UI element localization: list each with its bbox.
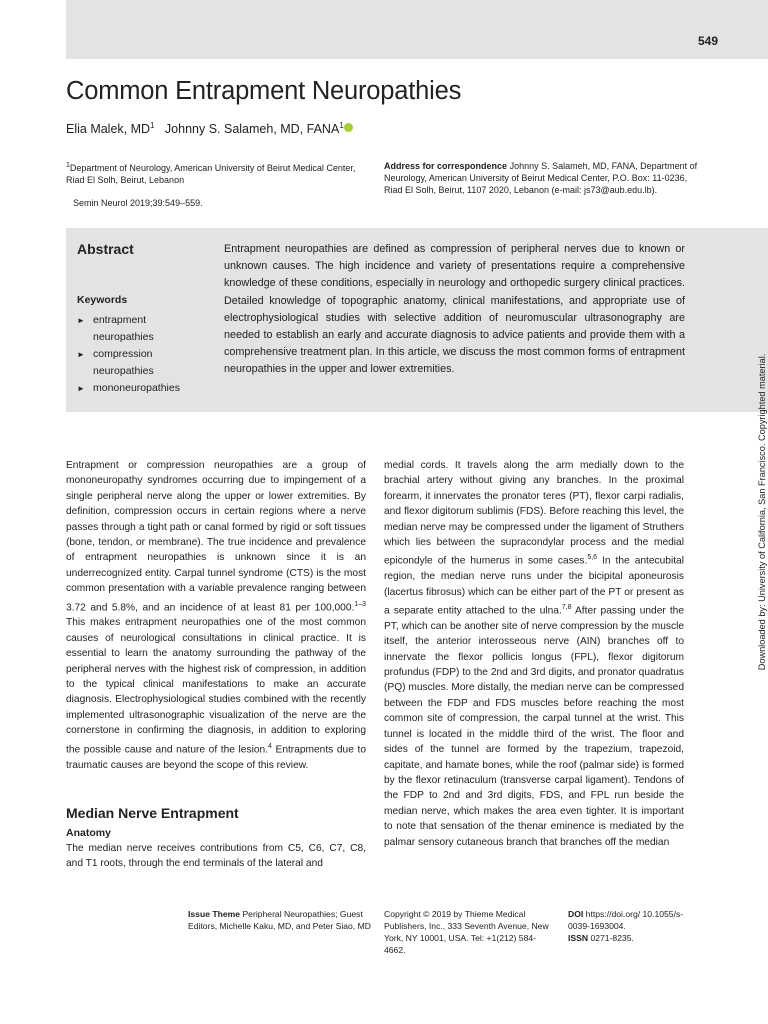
orcid-icon[interactable] [344, 123, 353, 132]
abstract-box [66, 228, 768, 412]
body-paragraph [66, 458, 366, 773]
issue-text: Peripheral Neuropathies; Guest Editors, Michelle Kaku, MD, and Peter Siao, MD [188, 909, 371, 931]
footer-copyright: Copyright © 2019 by Thieme Medical Publishers, Inc., 333 Seventh Avenue, New York, NY 10001, USA. Tel: +1(212) 584-4662. [384, 909, 549, 955]
author-affiliation-mark: 1 [339, 121, 344, 130]
author-list [66, 121, 353, 136]
article-title: Common Entrapment Neuropathies [66, 77, 462, 105]
reference-mark[interactable]: 1–3 [354, 600, 366, 608]
affiliation-mark: 1 [66, 162, 70, 169]
keywords-heading: Keywords [77, 294, 128, 306]
issue-label: Issue Theme [188, 909, 241, 919]
footer-doi [568, 908, 698, 944]
address-text: Johnny S. Salameh, MD, FANA, Department of Neurology, American University of Beirut Medical Center, P.O. Box: 11-0236, Riad El Solh, Beirut, 1107 2020, Lebanon (e-mail: js73@aub.edu.lb). [384, 161, 698, 195]
keywords-list [77, 312, 207, 397]
doi-label: DOI [568, 909, 584, 919]
affiliation-text: Department of Neurology, American University of Beirut Medical Center, Riad El Solh, Beirut, Lebanon [66, 163, 356, 185]
reference-mark[interactable]: 5,6 [587, 554, 598, 562]
download-notice: Downloaded by: University of California, San Francisco. Copyrighted material. [757, 353, 767, 671]
keyword-item: ► mononeuropathies [77, 380, 207, 397]
body-column-right [384, 458, 684, 850]
body-paragraph [384, 458, 684, 850]
address-label: Address for correspondence [384, 161, 508, 171]
text-run: This makes entrapment neuropathies one of the most common causes of neurological consultations in clinical practice. It is essential to learn the anatomy surrounding the pathway of the peripheral nerves with the highest risk of compression, in addition to the typical clinical manifestations to make an accurate diagnosis. Electrophysiological studies combined with the recently implemented ultrasonographic visualization of the nerve are the cornerstone in confirming the diagnosis, in addition to exploring the possible cause and nature of the lesion. [66, 617, 366, 756]
author-name: Johnny S. Salameh, MD, FANA [164, 122, 340, 137]
author-name: Elia Malek, MD [66, 122, 151, 137]
reference-mark[interactable]: 7,8 [561, 604, 572, 612]
issn-label: ISSN [568, 933, 589, 943]
keyword-item: ► compression neuropathies [77, 346, 207, 380]
author-affiliation-mark: 1 [150, 121, 155, 130]
keyword-item: ► entrapment neuropathies [77, 312, 207, 346]
citation: Semin Neurol 2019;39:549–559. [73, 198, 203, 208]
body-column-left [66, 458, 366, 773]
text-run: After passing under the PT, which can be another site of nerve compression by the muscle itself, the anterior interosseous nerve (AIN) branches off to innervate the flexor pollicis longus (FPL), flexor digitorum profundus (FDP) to the 2nd and 3rd digits, and pronator quadratus (PQ) muscles. More distally, the median nerve can be compressed between the FDP and FDS muscles before reaching the most common site of compression, the carpal tunnel at the wrist. This tunnel is located in the middle third of the wrist. The floor and sides of the tunnel are formed by the trapezium, trapezoid, capitate, and hamate bones, while the roof (palmar side) is formed by the flexor retinaculum (transverse carpal ligament). Tendons of the FDP to 2nd and 3rd digits, FDS, and FPL run beside the median nerve, which makes the area even tighter. It is important to note that sensation of the thenar eminence is mediated by the palmar sensory cutaneous branch that branches off the median [384, 605, 684, 848]
page-number: 549 [697, 34, 718, 48]
abstract-text: Entrapment neuropathies are defined as compression of peripheral nerves due to known or unknown causes. The high incidence and variety of presentations require a comprehensive knowledge of these conditions, especially in neurology and orthopedic surgery clinical practices. Detailed knowledge of topographic anatomy, clinical manifestations, and appropriate use of electrophysiological studies with selective addition of neuromuscular ultrasonography are needed to establish an early and accurate diagnosis to advice patients and provide them with a comprehensive treatment plan. In this article, we discuss the most common forms of entrapment neuropathies in the upper and lower extremities. [224, 243, 685, 376]
doi-link[interactable]: https://doi.org/ 10.1055/s-0039-1693004. [568, 909, 684, 931]
text-run: medial cords. It travels along the arm medially down to the brachial artery without giving any branches. In the proximal forearm, it innervates the pronator teres (PT), flexor carpi radialis, and flexor digitorum sublimis (FDS). Before reaching this level, the median nerve may be compressed under the ligament of Struthers which lies between the supracondylar process and the medial epicondyle of the humerus in some cases. [384, 460, 684, 567]
reference-mark[interactable]: 4 [268, 742, 272, 750]
body-paragraph: The median nerve receives contributions from C5, C6, C7, C8, and T1 roots, through the end terminals of the lateral and [66, 843, 366, 870]
abstract-heading: Abstract [77, 241, 134, 257]
text-run: Entrapment or compression neuropathies are a group of mononeuropathy syndromes occurring due to impingement of a single peripheral nerve along the upper or lower extremities. By definition, compression occurs in certain regions where a nerve passes through a tight path or canal formed by rigid or soft tissues (bone, tendon, or membrane). The true incidence and prevalence of entrapment neuropathies is unknown since it is an underrecognized entity. Carpal tunnel syndrome (CTS) is the most common presentation with a variable prevalence ranging between 3.72 and 5.8%, and an incidence of at least 81 per 100,000. [66, 460, 366, 614]
correspondence-address [384, 160, 704, 196]
text-run: In the antecubital region, the median nerve runs under the bicipital aponeurosis (lacertus fibrosus) which can be either part of the PT or present as a separate entity attached to the ulna. [384, 555, 684, 617]
footer-issue-theme [188, 908, 372, 932]
text-run: Entrapments due to traumatic causes are beyond the scope of this review. [66, 744, 366, 771]
subsection-heading: Anatomy [66, 827, 111, 839]
section-heading: Median Nerve Entrapment [66, 805, 239, 821]
issn-value: 0271-8235. [590, 933, 634, 943]
affiliation [66, 160, 366, 186]
header-bar [66, 0, 768, 59]
